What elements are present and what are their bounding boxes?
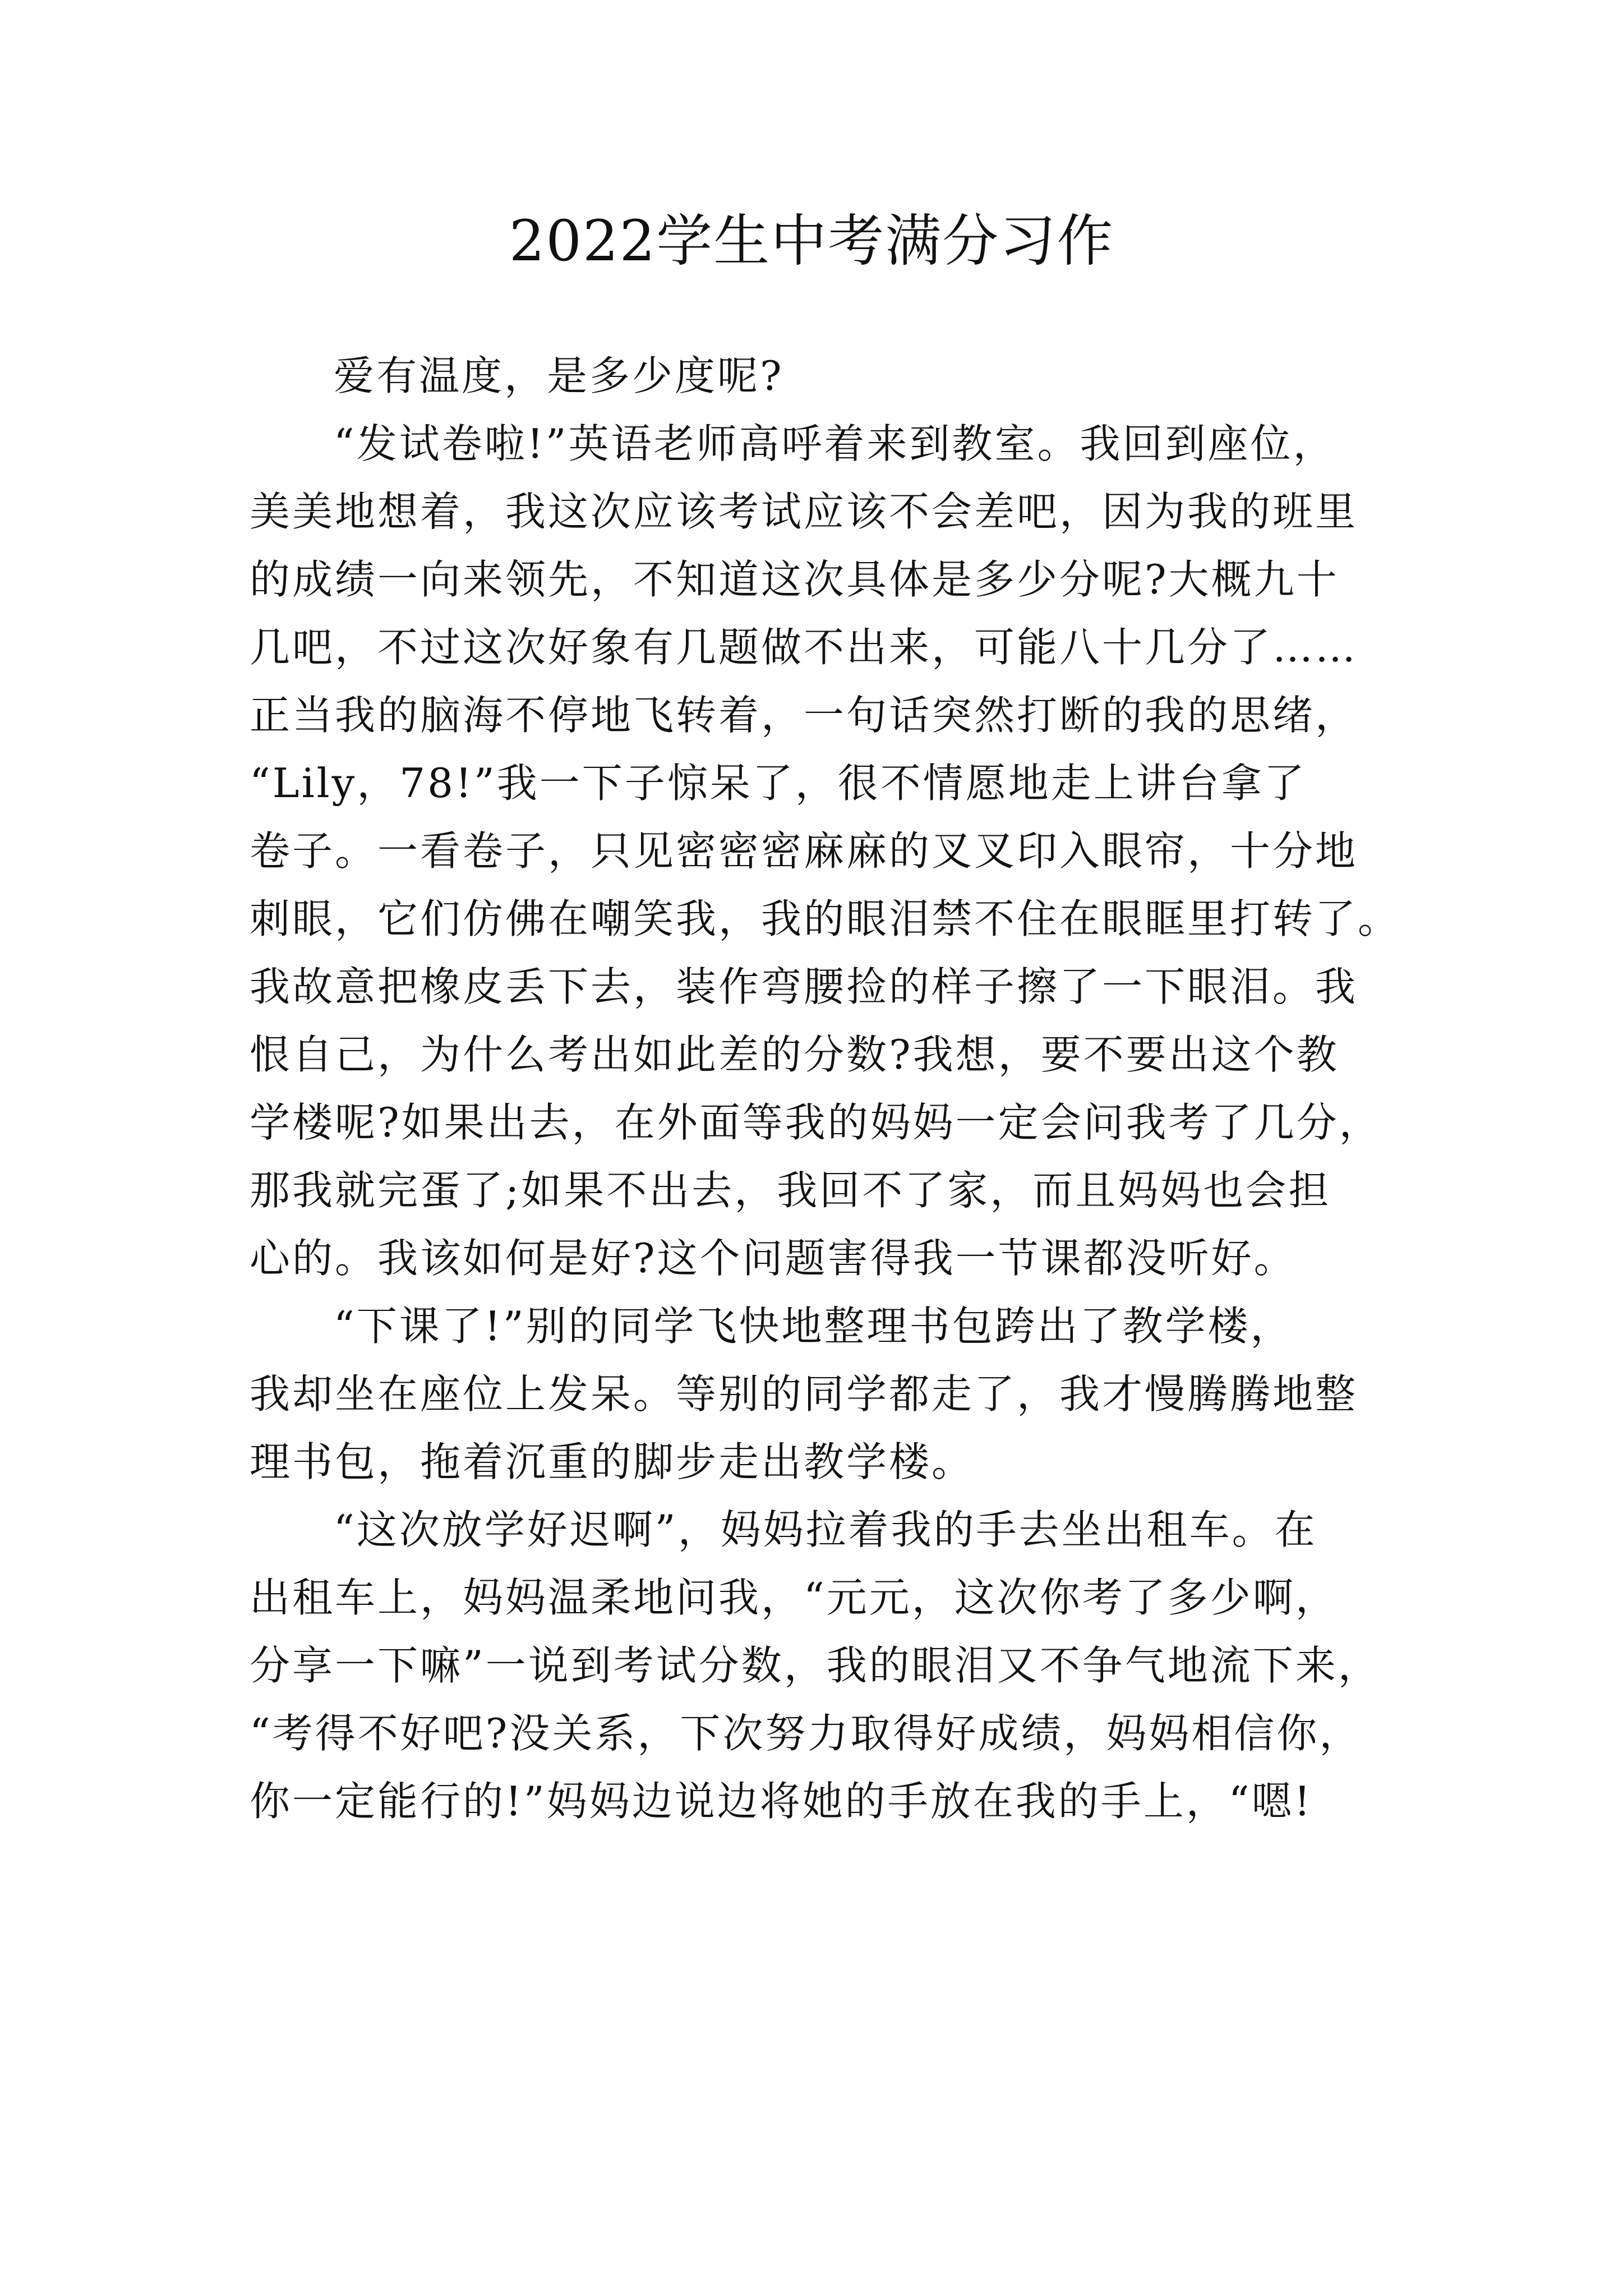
paragraph-line: 的成绩一向来领先，不知道这次具体是多少分呢?大概九十 xyxy=(250,556,1339,603)
document-title: 2022学生中考满分习作 xyxy=(509,208,1114,274)
paragraph-line: 心的。我该如何是好?这个问题害得我一节课都没听好。 xyxy=(250,1235,1297,1282)
document-body xyxy=(250,342,1401,1835)
paragraph-line: “这次放学好迟啊”，妈妈拉着我的手去坐出租车。在 xyxy=(334,1506,1317,1553)
paragraph-line: 你一定能行的!”妈妈边说边将她的手放在我的手上，“嗯! xyxy=(250,1778,1313,1825)
paragraph-line: “Lily，78!”我一下子惊呆了，很不情愿地走上讲台拿了 xyxy=(250,760,1307,807)
paragraph-line: “发试卷啦!”英语老师高呼着来到教室。我回到座位， xyxy=(334,420,1336,467)
paragraph-line: “下课了!”别的同学飞快地整理书包跨出了教学楼， xyxy=(334,1303,1293,1350)
paragraph-line: 分享一下嘛”一说到考试分数，我的眼泪又不争气地流下来， xyxy=(250,1642,1381,1689)
paragraph-line: 正当我的脑海不停地飞转着，一句话突然打断的我的思绪， xyxy=(250,692,1358,739)
paragraph-line: 理书包，拖着沉重的脚步走出教学楼。 xyxy=(250,1438,975,1485)
paragraph-line: 我却坐在座位上发呆。等别的同学都走了，我才慢腾腾地整 xyxy=(250,1370,1358,1418)
paragraph-line: 几吧，不过这次好象有几题做不出来，可能八十几分了…… xyxy=(250,624,1358,671)
paragraph-line: 那我就完蛋了;如果不出去，我回不了家，而且妈妈也会担 xyxy=(250,1167,1331,1214)
paragraph-line: 爱有温度，是多少度呢? xyxy=(334,352,784,399)
paragraph-line: 恨自己，为什么考出如此差的分数?我想，要不要出这个教 xyxy=(250,1031,1339,1078)
paragraph-line: 刺眼，它们仿佛在嘲笑我，我的眼泪禁不住在眼眶里打转了。 xyxy=(250,895,1401,942)
paragraph-line: 卷子。一看卷子，只见密密密麻麻的叉叉印入眼帘，十分地 xyxy=(250,827,1358,875)
paragraph-line: 出租车上，妈妈温柔地问我，“元元，这次你考了多少啊， xyxy=(250,1574,1338,1621)
paragraph-line: “考得不好吧?没关系，下次努力取得好成绩，妈妈相信你， xyxy=(250,1710,1362,1757)
paragraph-line: 我故意把橡皮丢下去，装作弯腰捡的样子擦了一下眼泪。我 xyxy=(250,963,1358,1010)
paragraph-line: 学楼呢?如果出去，在外面等我的妈妈一定会问我考了几分， xyxy=(250,1099,1382,1146)
paragraph-line: 美美地想着，我这次应该考试应该不会差吧，因为我的班里 xyxy=(250,488,1358,535)
